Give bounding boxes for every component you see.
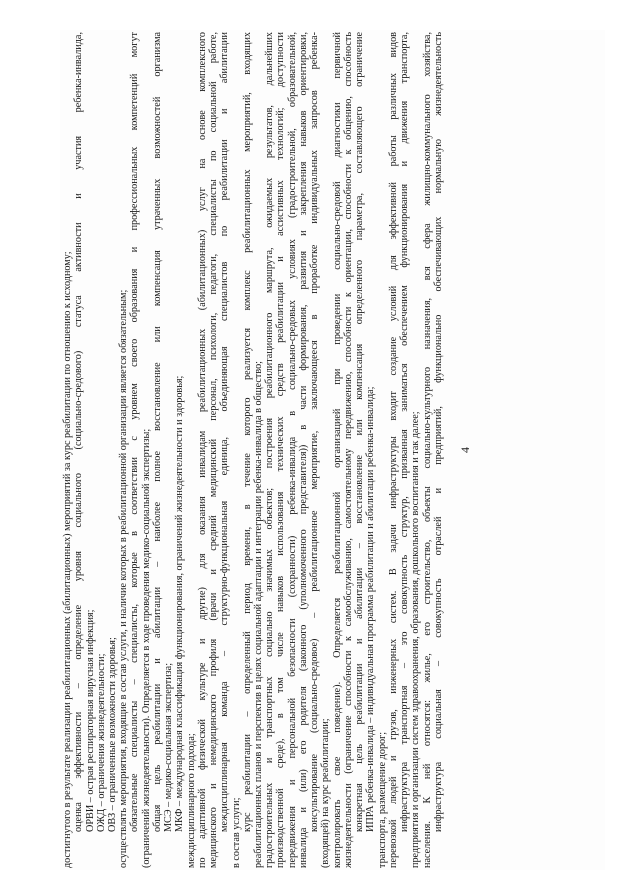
text-line: инфраструктура транспортная – это совокупность структур, призванная заниматься обеспечением функционирования и движения транспорта, [399,32,411,832]
text-line: инвалида и (или) его родителя (законного (уполномоченного представителя)) в части формирования, развития и закрепления навыков ориентировки, [297,32,309,868]
text-line: транспорта, размещение дорог; [376,731,388,868]
text-line: (ограничений жизнедеятельности). Определяется в ходе проведения медико-социальной экспертизы; [140,428,152,868]
text-line: медицинского и немедицинского профиля (врачи и средний медицинский персонал, психологи, педагоги, специалисты по социальной работе, [208,32,220,868]
text-line: ОРВИ – острая респираторная вирусная инфекция; [84,609,96,832]
text-line: конкретная цель реабилитации и абилитации – восстановление или компенсация определенного параметра, составляющего ограничение [354,32,366,832]
page-number: 4 [458,447,472,453]
text-line: инфраструктура социальная – совокупность отраслей и предприятий, функционально обеспечивающих нормальную жизнедеятельность [432,32,444,832]
text-line: передвижения и персональной безопасности (сохранности) ребенка-инвалида в социально-средовых условиях (градостроительной, образовательной, [286,32,298,868]
text-line: МСЭ – медико-социальная экспертиза; [163,662,175,832]
text-line: производственной среде), в том числе навыков использования технических средств реабилитации и ассистивных технологий; доступности [275,32,287,868]
text-line: контролировать свое поведение). Определяется реабилитационной организацией при проведении социально-средовой диагностики первичной [331,32,343,868]
text-line: реабилитационных планов и перспектив в целях социальной адаптации и интеграции ребенка-инвалида в общество; [253,361,265,868]
text-line: (входящей) на курс реабилитации; [320,718,332,868]
text-line: междисциплинарного подхода; [185,733,197,868]
text-line: ОЖД – ограничения жизнедеятельности; [95,653,107,832]
text-line: курс реабилитации – определенный период времени, в течение которого реализуется комплекс реабилитационных мероприятий, входящих [241,32,253,832]
text-line: осуществлять мероприятия, входящие в состав услуги, и наличие которых в реабилитационной организации является обязательным; [118,289,130,868]
text-line: достигнутого в результате реализации реабилитационных (абилитационных) мероприятий за курс реабилитации по отношению к исходному; [62,251,74,868]
text-line: общая цель реабилитации и абилитации – наиболее полное восстановление или компенсация утраченных возможностей организма [151,32,163,832]
rotated-text-block [62,32,602,868]
text-line: оценка эффективности – определение уровня социального (социально-средового) статуса активности и участия ребенка-инвалида, [73,32,85,832]
text-lines [62,32,444,868]
text-line: предприятия и организации систем здравоохранения, образования, дошкольного воспитания и так далее; [410,411,422,868]
text-line: населения. К ней относятся: жилье, его строительство, объекты социально-культурного назначения, вся сфера жилищно-коммунального хозяйства, [421,32,433,868]
text-line: ОВЗ – ограниченные возможности здоровья; [106,637,118,832]
text-line: МКФ – международная классификация функционирования, ограничений жизнедеятельности и здоровья; [174,375,186,832]
text-line: по адаптивной физической культуре и другие) для оказания инвалидам реабилитационных (абилитационных) услуг на основе комплексного [196,32,208,868]
text-line: обязательные специалисты – специалисты, которые в соответствии с уровнем своего образования и профессиональных компетенций могут [129,32,141,832]
text-line: градостроительных и транспортных социально значимых объектов; построения реабилитационного маршрута, ожидаемых результатов, дальнейших [264,32,276,868]
text-line: в состав услуги; [230,797,242,868]
text-line: жизнедеятельности (ограничение способности к самообслуживанию, самостоятельному передвижению, способности к ориентации, способности к общению, способность [342,32,354,868]
text-line: перевозкой людей и грузов, инженерных систем. В задачи инфраструктуры входит создание условий для эффективной работы различных видов [387,32,399,868]
text-line: междисциплинарная команда – структурно-функциональная единица, объединяющая специалистов по реабилитации и абилитации [219,32,231,832]
text-line: ИПРА ребенка-инвалида – индивидуальная программа реабилитации и абилитации ребенка-инвалида; [365,386,377,832]
text-line: консультирование (социально-средовое) – реабилитационное мероприятие, заключающееся в проработке индивидуальных запросов ребенка- [309,32,321,832]
